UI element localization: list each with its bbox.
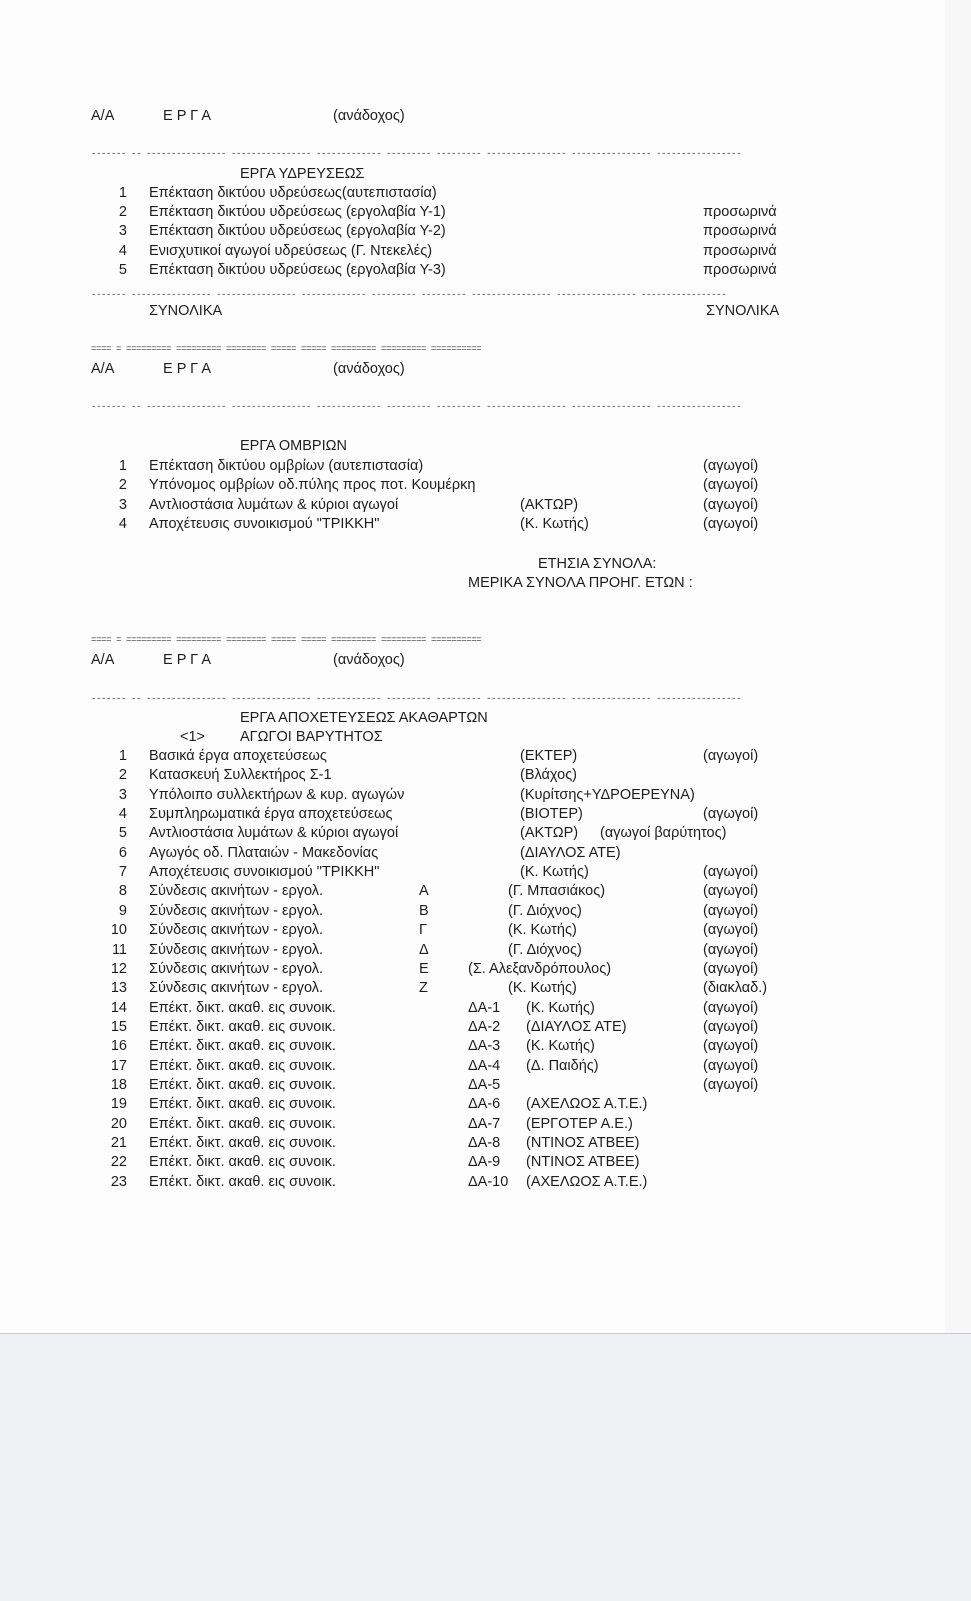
row-number: 1 xyxy=(118,748,127,764)
header-erga: Ε Ρ Γ Α xyxy=(163,361,212,377)
row-description: Υπόνομος ομβρίων οδ.πύλης προς ποτ. Κουμέρκη xyxy=(149,477,476,494)
row-type: (αγωγοί) xyxy=(703,941,759,958)
row-type: (αγωγοί) xyxy=(703,864,759,881)
row-description: Επέκτ. δικτ. ακαθ. εις συνοικ. xyxy=(149,1018,336,1035)
row-code: ΔΑ-7 xyxy=(468,1115,501,1132)
row-number: 14 xyxy=(110,999,127,1016)
row-contractor: (ΕΚΤΕΡ) xyxy=(520,748,578,764)
row-contractor: (Γ. Διόχνος) xyxy=(508,902,582,919)
subsection-title: ΑΓΩΓΟΙ ΒΑΡΥΤΗΤΟΣ xyxy=(240,729,383,745)
header-anadoxos: (ανάδοχος) xyxy=(333,108,405,124)
row-code: ΔΑ-3 xyxy=(468,1038,501,1055)
row-number: 19 xyxy=(110,1096,127,1113)
row-status: προσωρινά xyxy=(703,223,777,240)
total-right: ΣΥΝΟΛΙΚΑ xyxy=(706,303,780,319)
row-number: 17 xyxy=(110,1057,127,1074)
row-code: ΔΑ-8 xyxy=(468,1135,501,1151)
header-erga: Ε Ρ Γ Α xyxy=(163,652,212,668)
row-number: 2 xyxy=(118,767,127,784)
row-contractor: (Γ. Διόχνος) xyxy=(508,941,582,958)
row-number: 8 xyxy=(118,883,127,900)
total-left: ΣΥΝΟΛΙΚΑ xyxy=(149,303,223,319)
row-number: 21 xyxy=(110,1135,127,1151)
row-description: Ενισχυτικοί αγωγοί υδρεύσεως (Γ. Ντεκελές) xyxy=(149,242,433,259)
row-number: 9 xyxy=(118,902,127,919)
row-contractor: (ΝΤΙΝΟΣ ΑΤΒΕΕ) xyxy=(526,1135,640,1151)
row-number: 18 xyxy=(110,1076,127,1093)
row-type: (αγωγοί) xyxy=(703,1076,759,1093)
row-description: Αντλιοστάσια λυμάτων & κύριοι αγωγοί xyxy=(149,496,399,513)
row-type: (αγωγοί) xyxy=(703,477,759,494)
row-description: Επέκταση δικτύου ομβρίων (αυτεπιστασία) xyxy=(149,458,424,474)
row-contractor: (ΔΙΑΥΛΟΣ ΑΤΕ) xyxy=(520,844,621,861)
row-description: Επέκτ. δικτ. ακαθ. εις συνοικ. xyxy=(149,1038,336,1055)
row-description: Αντλιοστάσια λυμάτων & κύριοι αγωγοί xyxy=(149,825,399,842)
row-contractor: (ΑΧΕΛΩΟΣ Α.Τ.Ε.) xyxy=(526,1173,648,1190)
row-number: 3 xyxy=(118,496,127,513)
row-contractor: (Βλάχος) xyxy=(520,767,578,784)
row-number: 11 xyxy=(111,941,127,958)
row-type: (αγωγοί) xyxy=(703,902,759,919)
row-number: 1 xyxy=(118,185,127,201)
scan-bottom-margin xyxy=(0,1333,971,1601)
row-description: Σύνδεσις ακινήτων - εργολ. xyxy=(149,980,324,997)
partial-totals: ΜΕΡΙΚΑ ΣΥΝΟΛΑ ΠΡΟΗΓ. ΕΤΩΝ : xyxy=(468,575,693,591)
row-number: 1 xyxy=(118,458,127,474)
row-code: Δ xyxy=(419,941,429,958)
row-code: Ε xyxy=(419,960,429,977)
row-contractor: (Κ. Κωτής) xyxy=(508,980,577,997)
row-code: ΔΑ-5 xyxy=(468,1076,501,1093)
row-description: Βασικά έργα αποχετεύσεως xyxy=(149,748,327,764)
row-contractor: (Κ. Κωτής) xyxy=(526,1038,595,1055)
header-erga: Ε Ρ Γ Α xyxy=(163,108,212,124)
dash-rule: ------- ---------------- ---------------- ------------- --------- --------- ---------------- ---------------- ----------------- xyxy=(91,290,727,300)
row-type: (αγωγοί) xyxy=(703,960,759,977)
row-contractor: (Σ. Αλεξανδρόπουλος) xyxy=(468,960,612,977)
row-code: Ζ xyxy=(419,980,428,997)
row-number: 7 xyxy=(118,864,127,881)
row-status: προσωρινά xyxy=(703,204,777,221)
row-number: 15 xyxy=(110,1018,127,1035)
row-type: (αγωγοί) xyxy=(703,1038,759,1055)
row-number: 5 xyxy=(118,825,127,842)
row-number: 20 xyxy=(110,1115,127,1132)
equals-rule: ==== = ========= ========= ======== ===== ===== ========= ========= ========== xyxy=(91,635,482,645)
row-status: προσωρινά xyxy=(703,261,777,278)
row-description: Συμπληρωματικά έργα αποχετεύσεως xyxy=(149,806,393,823)
row-description: Επέκταση δικτύου υδρεύσεως (εργολαβία Υ-1) xyxy=(149,204,446,221)
row-code: ΔΑ-1 xyxy=(468,999,501,1016)
row-contractor: (ΕΡΓΟΤΕΡ Α.Ε.) xyxy=(526,1115,633,1132)
row-description: Επέκτ. δικτ. ακαθ. εις συνοικ. xyxy=(149,1096,336,1113)
subsection-number: <1> xyxy=(180,729,205,745)
row-description: Επέκτ. δικτ. ακαθ. εις συνοικ. xyxy=(149,1173,336,1190)
row-description: Αποχέτευσις συνοικισμού "ΤΡΙΚΚΗ" xyxy=(149,515,380,532)
row-number: 10 xyxy=(110,922,127,939)
row-type: (αγωγοί) xyxy=(703,496,759,513)
annual-totals: ΕΤΗΣΙΑ ΣΥΝΟΛΑ: xyxy=(538,556,657,572)
row-description: Επέκτ. δικτ. ακαθ. εις συνοικ. xyxy=(149,1154,336,1171)
row-type: (διακλαδ.) xyxy=(703,980,768,997)
row-type: (αγωγοί) xyxy=(703,1057,759,1074)
row-contractor: (ΔΙΑΥΛΟΣ ΑΤΕ) xyxy=(526,1018,627,1035)
row-number: 2 xyxy=(118,477,127,494)
row-number: 22 xyxy=(110,1154,127,1171)
header-anadoxos: (ανάδοχος) xyxy=(333,361,405,377)
row-number: 3 xyxy=(118,786,127,803)
row-contractor: (Γ. Μπασιάκος) xyxy=(508,883,606,900)
row-code: Β xyxy=(419,902,429,919)
row-number: 5 xyxy=(118,261,127,278)
row-number: 4 xyxy=(118,806,127,823)
row-type: (αγωγοί) xyxy=(703,1018,759,1035)
row-description: Κατασκευή Συλλεκτήρος Σ-1 xyxy=(149,767,332,784)
header-aa: Α/Α xyxy=(91,108,115,124)
row-description: Επέκταση δικτύου υδρεύσεως (εργολαβία Υ-2) xyxy=(149,223,446,240)
row-status: προσωρινά xyxy=(703,242,777,259)
row-type: (αγωγοί) xyxy=(703,515,759,532)
header-aa: Α/Α xyxy=(91,652,115,668)
row-number: 6 xyxy=(118,844,127,861)
row-type: (αγωγοί) xyxy=(703,883,759,900)
section-title-apoxeteuseos: ΕΡΓΑ ΑΠΟΧΕΤΕΥΣΕΩΣ ΑΚΑΘΑΡΤΩΝ xyxy=(240,710,488,726)
row-number: 13 xyxy=(110,980,127,997)
row-contractor: (ΝΤΙΝΟΣ ΑΤΒΕΕ) xyxy=(526,1154,640,1171)
row-contractor: (ΑΧΕΛΩΟΣ Α.Τ.Ε.) xyxy=(526,1096,648,1113)
row-description: Επέκτ. δικτ. ακαθ. εις συνοικ. xyxy=(149,1135,336,1151)
row-number: 12 xyxy=(110,960,127,977)
row-code: ΔΑ-6 xyxy=(468,1096,501,1113)
row-description: Σύνδεσις ακινήτων - εργολ. xyxy=(149,883,324,900)
row-code: Α xyxy=(419,883,429,900)
row-description: Υπόλοιπο συλλεκτήρων & κυρ. αγωγών xyxy=(149,786,405,803)
row-number: 23 xyxy=(110,1173,127,1190)
row-contractor: (Δ. Παιδής) xyxy=(526,1057,599,1074)
row-description: Επέκτ. δικτ. ακαθ. εις συνοικ. xyxy=(149,999,336,1016)
row-description: Επέκτ. δικτ. ακαθ. εις συνοικ. xyxy=(149,1057,336,1074)
row-number: 16 xyxy=(110,1038,127,1055)
row-contractor: (Κ. Κωτής) xyxy=(520,864,589,881)
row-type: (αγωγοί) xyxy=(703,806,759,823)
row-description: Επέκταση δικτύου υδρεύσεως (εργολαβία Υ-3) xyxy=(149,261,446,278)
row-contractor: (ΑΚΤΩΡ) xyxy=(520,496,579,513)
dash-rule: ------- -- ---------------- ---------------- ------------- --------- --------- ---------------- ---------------- ----------------- xyxy=(91,402,742,412)
row-code: ΔΑ-4 xyxy=(468,1057,501,1074)
row-code: ΔΑ-9 xyxy=(468,1154,501,1171)
row-type: (αγωγοί) xyxy=(703,748,759,764)
row-description: Αγωγός οδ. Πλαταιών - Μακεδονίας xyxy=(149,844,379,861)
row-description: Επέκταση δικτύου υδρεύσεως(αυτεπιστασία) xyxy=(149,185,437,201)
row-description: Επέκτ. δικτ. ακαθ. εις συνοικ. xyxy=(149,1115,336,1132)
row-contractor: (ΑΚΤΩΡ) xyxy=(520,825,579,842)
row-code: Γ xyxy=(419,922,427,939)
row-description: Επέκτ. δικτ. ακαθ. εις συνοικ. xyxy=(149,1076,336,1093)
row-type: (αγωγοί) xyxy=(703,458,759,474)
row-code: ΔΑ-10 xyxy=(468,1173,509,1190)
row-description: Σύνδεσις ακινήτων - εργολ. xyxy=(149,922,324,939)
row-code: ΔΑ-2 xyxy=(468,1018,501,1035)
row-type: (αγωγοί) xyxy=(703,999,759,1016)
row-description: Σύνδεσις ακινήτων - εργολ. xyxy=(149,902,324,919)
row-contractor: (Κ. Κωτής) xyxy=(520,515,589,532)
row-number: 4 xyxy=(118,515,127,532)
row-contractor: (Κ. Κωτής) xyxy=(526,999,595,1016)
row-number: 4 xyxy=(118,242,127,259)
row-description: Σύνδεσις ακινήτων - εργολ. xyxy=(149,941,324,958)
row-type: (αγωγοί βαρύτητος) xyxy=(600,825,727,842)
row-contractor: (ΒΙΟΤΕΡ) xyxy=(520,806,583,823)
section-title-ombrion: ΕΡΓΑ ΟΜΒΡΙΩΝ xyxy=(240,438,347,454)
row-number: 3 xyxy=(118,223,127,240)
row-contractor: (Κυρίτσης+ΥΔΡΟΕΡΕΥΝΑ) xyxy=(520,786,695,803)
row-type: (αγωγοί) xyxy=(703,922,759,939)
row-description: Σύνδεσις ακινήτων - εργολ. xyxy=(149,960,324,977)
section-title-ydreuseos: ΕΡΓΑ ΥΔΡΕΥΣΕΩΣ xyxy=(240,166,365,182)
equals-rule: ==== = ========= ========= ======== ===== ===== ========= ========= ========== xyxy=(91,344,482,354)
header-anadoxos: (ανάδοχος) xyxy=(333,652,405,668)
header-aa: Α/Α xyxy=(91,361,115,377)
dash-rule: ------- -- ---------------- ---------------- ------------- --------- --------- ---------------- ---------------- ----------------- xyxy=(91,694,742,704)
row-contractor: (Κ. Κωτής) xyxy=(508,922,577,939)
dash-rule: ------- -- ---------------- ---------------- ------------- --------- --------- ---------------- ---------------- ----------------- xyxy=(91,149,742,159)
row-description: Αποχέτευσις συνοικισμού "ΤΡΙΚΚΗ" xyxy=(149,864,380,881)
row-number: 2 xyxy=(118,204,127,221)
